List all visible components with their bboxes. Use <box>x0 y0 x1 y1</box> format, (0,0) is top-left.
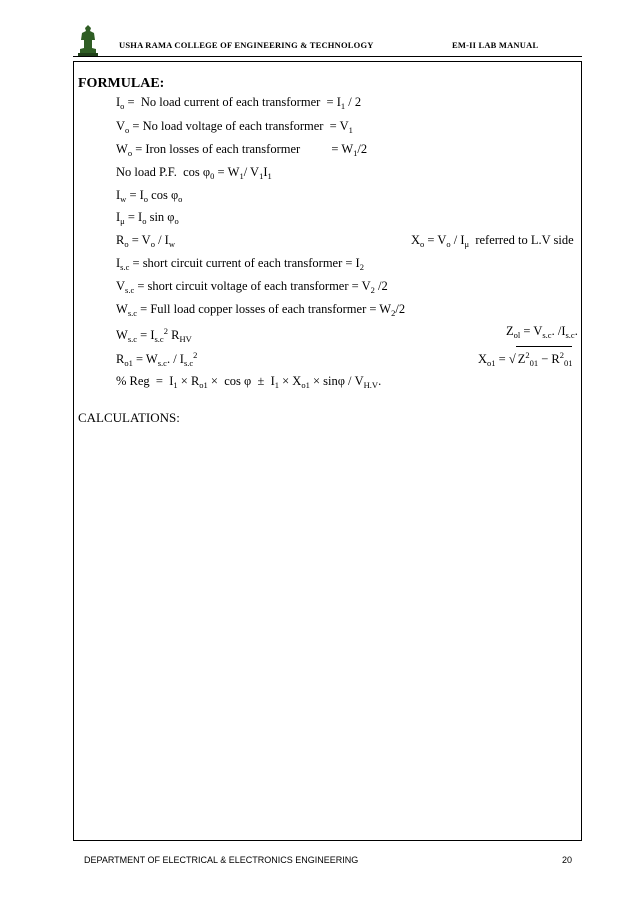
formula-vsc: $V_{s.c}$ = short circuit voltage of each transformer = $V_2$ /2 <box>116 279 388 295</box>
calculations-heading: CALCULATIONS: <box>78 410 180 425</box>
formula-iw: $I_w = I_o$ $\cos \varphi_o$ <box>116 188 183 204</box>
formula-xo: $X_o = V_o / I_\mu$ referred to L.V side <box>411 233 574 249</box>
header-rule <box>73 56 582 57</box>
formula-imu: $I_\mu = I_o$ $\sin \varphi_o$ <box>116 210 179 226</box>
formula-wsc-rhv: $W_{s.c} = I_{s.c}^2$ $R_{HV}$ <box>116 326 192 344</box>
formula-pf: No load P.F. $\cos \varphi_0 = W_1/$ $V_1I_1$ <box>116 165 272 181</box>
formula-ro: $R_o = V_o / I_w$ <box>116 233 175 249</box>
formula-reg: % Reg = $I_1 \times R_{o1} \times \cos \varphi \pm I_1 \times X_{o1} \times \sin\varphi / V_{H.V}$. <box>116 374 382 390</box>
formula-wo: $W_o$ = Iron losses of each transformer = $W_1/2$ <box>116 142 368 158</box>
manual-title: EM-II LAB MANUAL <box>452 40 539 50</box>
college-logo <box>75 23 101 57</box>
formula-xo1: $X_{o1}$ = √ $Z^2_{01} - R^2_{01}$ <box>478 346 572 370</box>
college-name: USHA RAMA COLLEGE OF ENGINEERING & TECHNOLOGY <box>119 40 374 50</box>
footer-department: DEPARTMENT OF ELECTRICAL & ELECTRONICS ENGINEERING <box>84 855 359 865</box>
footer-page-number: 20 <box>562 855 573 865</box>
formula-io: $I_o = No$ load current of each transformer = $I_1 / 2$ <box>116 95 362 111</box>
formula-vo: $V_o = No$ load voltage of each transformer = $V_1$ <box>116 119 353 135</box>
formula-ro1: $R_{o1} = W_{s.c}$. / $I_{s.c}^2$ <box>116 350 198 368</box>
formula-isc: $I_{s.c}$ = short circuit current of each transformer = $I_2$ <box>116 256 364 272</box>
formulae-heading: FORMULAE: <box>78 76 165 91</box>
formula-wsc: $W_{s.c}$ = Full load copper losses of each transformer = $W_2/2$ <box>116 302 406 318</box>
formula-zo1: $Z_{ol} = V_{s.c}$. $/I_{s.c}$. <box>506 324 578 340</box>
